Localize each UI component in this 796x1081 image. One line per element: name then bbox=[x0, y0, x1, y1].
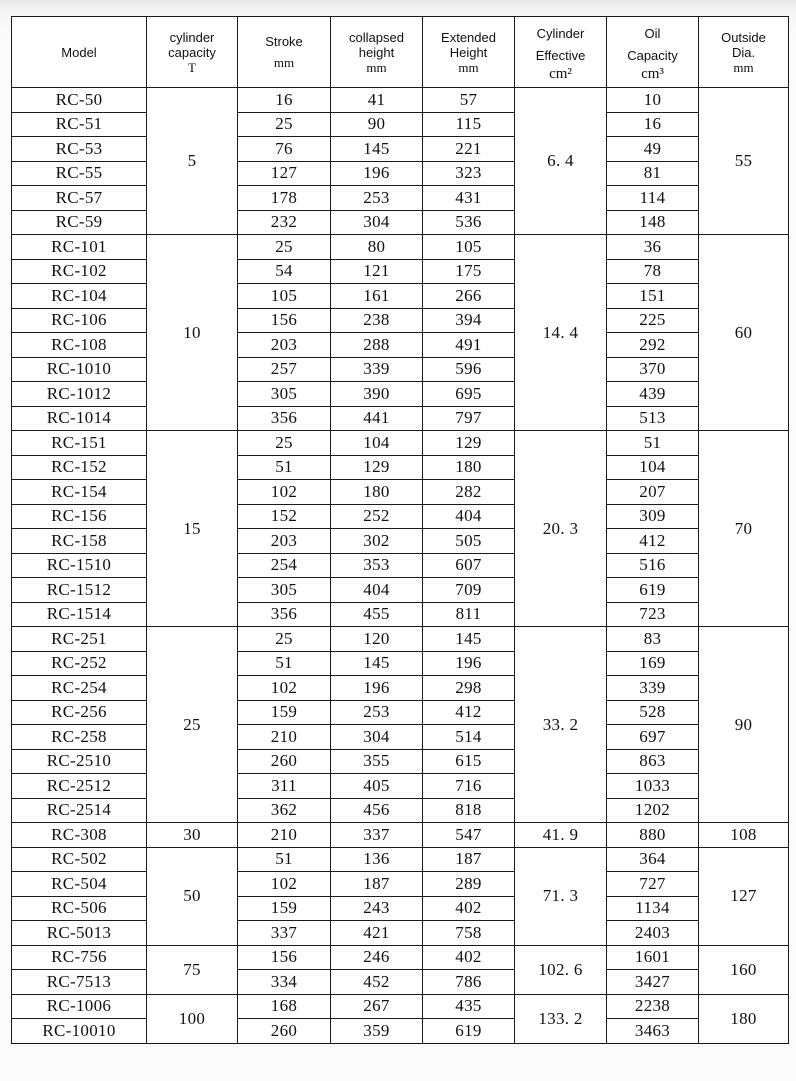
stroke-cell: 51 bbox=[238, 847, 331, 872]
outside-dia-cell: 70 bbox=[699, 431, 789, 627]
table-row bbox=[12, 700, 789, 725]
model-cell: RC-158 bbox=[12, 529, 147, 554]
oil-capacity-cell: 78 bbox=[607, 259, 699, 284]
extended-height-cell: 298 bbox=[423, 676, 515, 701]
model-cell: RC-1010 bbox=[12, 357, 147, 382]
table-row bbox=[12, 137, 789, 162]
capacity-cell: 75 bbox=[147, 945, 238, 994]
stroke-cell: 127 bbox=[238, 161, 331, 186]
model-cell: RC-151 bbox=[12, 431, 147, 456]
table-row bbox=[12, 333, 789, 358]
extended-height-cell: 105 bbox=[423, 235, 515, 260]
collapsed-height-cell: 187 bbox=[331, 872, 423, 897]
collapsed-height-cell: 452 bbox=[331, 970, 423, 995]
header-effective-label: Cylinder Effective bbox=[535, 25, 586, 63]
model-cell: RC-152 bbox=[12, 455, 147, 480]
stroke-cell: 260 bbox=[238, 749, 331, 774]
model-cell: RC-104 bbox=[12, 284, 147, 309]
model-cell: RC-1014 bbox=[12, 406, 147, 431]
collapsed-height-cell: 455 bbox=[331, 602, 423, 627]
extended-height-cell: 115 bbox=[423, 112, 515, 137]
stroke-cell: 159 bbox=[238, 896, 331, 921]
extended-height-cell: 536 bbox=[423, 210, 515, 235]
table-row bbox=[12, 676, 789, 701]
outside-dia-cell: 55 bbox=[699, 88, 789, 235]
extended-height-cell: 435 bbox=[423, 994, 515, 1019]
effective-area-cell: 14. 4 bbox=[515, 235, 607, 431]
cylinder-spec-table bbox=[11, 16, 789, 1044]
oil-capacity-cell: 863 bbox=[607, 749, 699, 774]
oil-capacity-cell: 880 bbox=[607, 823, 699, 848]
table-row bbox=[12, 725, 789, 750]
stroke-cell: 210 bbox=[238, 725, 331, 750]
oil-capacity-cell: 370 bbox=[607, 357, 699, 382]
extended-height-cell: 431 bbox=[423, 186, 515, 211]
oil-capacity-cell: 723 bbox=[607, 602, 699, 627]
stroke-cell: 305 bbox=[238, 382, 331, 407]
stroke-cell: 25 bbox=[238, 235, 331, 260]
header-collapsed-unit: mm bbox=[366, 59, 387, 75]
oil-capacity-cell: 516 bbox=[607, 553, 699, 578]
model-cell: RC-756 bbox=[12, 945, 147, 970]
effective-area-cell: 71. 3 bbox=[515, 847, 607, 945]
outside-dia-cell: 90 bbox=[699, 627, 789, 823]
extended-height-cell: 402 bbox=[423, 896, 515, 921]
stroke-cell: 25 bbox=[238, 431, 331, 456]
table-row bbox=[12, 921, 789, 946]
effective-area-cell: 33. 2 bbox=[515, 627, 607, 823]
effective-area-cell: 41. 9 bbox=[515, 823, 607, 848]
extended-height-cell: 404 bbox=[423, 504, 515, 529]
table-row bbox=[12, 602, 789, 627]
oil-capacity-cell: 169 bbox=[607, 651, 699, 676]
collapsed-height-cell: 145 bbox=[331, 137, 423, 162]
header-extended-unit: mm bbox=[458, 59, 479, 75]
stroke-cell: 311 bbox=[238, 774, 331, 799]
collapsed-height-cell: 196 bbox=[331, 676, 423, 701]
header-stroke-label: Stroke bbox=[265, 34, 303, 49]
collapsed-height-cell: 267 bbox=[331, 994, 423, 1019]
extended-height-cell: 695 bbox=[423, 382, 515, 407]
table-body bbox=[12, 88, 789, 1044]
collapsed-height-cell: 288 bbox=[331, 333, 423, 358]
model-cell: RC-106 bbox=[12, 308, 147, 333]
stroke-cell: 102 bbox=[238, 480, 331, 505]
collapsed-height-cell: 304 bbox=[331, 210, 423, 235]
model-cell: RC-504 bbox=[12, 872, 147, 897]
table-row bbox=[12, 553, 789, 578]
model-cell: RC-258 bbox=[12, 725, 147, 750]
stroke-cell: 210 bbox=[238, 823, 331, 848]
collapsed-height-cell: 238 bbox=[331, 308, 423, 333]
table-row bbox=[12, 970, 789, 995]
oil-capacity-cell: 439 bbox=[607, 382, 699, 407]
table-row bbox=[12, 308, 789, 333]
stroke-cell: 102 bbox=[238, 676, 331, 701]
extended-height-cell: 412 bbox=[423, 700, 515, 725]
header-stroke bbox=[238, 17, 331, 88]
collapsed-height-cell: 253 bbox=[331, 186, 423, 211]
stroke-cell: 25 bbox=[238, 627, 331, 652]
table-row bbox=[12, 578, 789, 603]
oil-capacity-cell: 2403 bbox=[607, 921, 699, 946]
header-extended-label: Extended Height bbox=[441, 29, 496, 60]
oil-capacity-cell: 339 bbox=[607, 676, 699, 701]
model-cell: RC-101 bbox=[12, 235, 147, 260]
oil-capacity-cell: 49 bbox=[607, 137, 699, 162]
model-cell: RC-5013 bbox=[12, 921, 147, 946]
table-row bbox=[12, 382, 789, 407]
collapsed-height-cell: 104 bbox=[331, 431, 423, 456]
collapsed-height-cell: 246 bbox=[331, 945, 423, 970]
model-cell: RC-251 bbox=[12, 627, 147, 652]
model-cell: RC-252 bbox=[12, 651, 147, 676]
capacity-cell: 10 bbox=[147, 235, 238, 431]
table-row bbox=[12, 88, 789, 113]
extended-height-cell: 491 bbox=[423, 333, 515, 358]
oil-capacity-cell: 1134 bbox=[607, 896, 699, 921]
model-cell: RC-1012 bbox=[12, 382, 147, 407]
stroke-cell: 54 bbox=[238, 259, 331, 284]
stroke-cell: 337 bbox=[238, 921, 331, 946]
stroke-cell: 156 bbox=[238, 945, 331, 970]
effective-area-cell: 102. 6 bbox=[515, 945, 607, 994]
header-effective bbox=[515, 17, 607, 88]
stroke-cell: 25 bbox=[238, 112, 331, 137]
stroke-cell: 232 bbox=[238, 210, 331, 235]
oil-capacity-cell: 148 bbox=[607, 210, 699, 235]
header-outside-dia-unit: mm bbox=[733, 59, 754, 75]
collapsed-height-cell: 120 bbox=[331, 627, 423, 652]
collapsed-height-cell: 252 bbox=[331, 504, 423, 529]
model-cell: RC-2514 bbox=[12, 798, 147, 823]
collapsed-height-cell: 302 bbox=[331, 529, 423, 554]
model-cell: RC-108 bbox=[12, 333, 147, 358]
header-extended bbox=[423, 17, 515, 88]
collapsed-height-cell: 441 bbox=[331, 406, 423, 431]
oil-capacity-cell: 10 bbox=[607, 88, 699, 113]
oil-capacity-cell: 1601 bbox=[607, 945, 699, 970]
table-row bbox=[12, 455, 789, 480]
model-cell: RC-1510 bbox=[12, 553, 147, 578]
model-cell: RC-51 bbox=[12, 112, 147, 137]
outside-dia-cell: 180 bbox=[699, 994, 789, 1043]
oil-capacity-cell: 3463 bbox=[607, 1019, 699, 1044]
capacity-cell: 100 bbox=[147, 994, 238, 1043]
oil-capacity-cell: 114 bbox=[607, 186, 699, 211]
oil-capacity-cell: 697 bbox=[607, 725, 699, 750]
model-cell: RC-156 bbox=[12, 504, 147, 529]
header-effective-unit: cm² bbox=[549, 65, 572, 82]
collapsed-height-cell: 353 bbox=[331, 553, 423, 578]
stroke-cell: 178 bbox=[238, 186, 331, 211]
oil-capacity-cell: 207 bbox=[607, 480, 699, 505]
collapsed-height-cell: 136 bbox=[331, 847, 423, 872]
header-model-label: Model bbox=[61, 44, 97, 60]
model-cell: RC-10010 bbox=[12, 1019, 147, 1044]
oil-capacity-cell: 619 bbox=[607, 578, 699, 603]
extended-height-cell: 619 bbox=[423, 1019, 515, 1044]
collapsed-height-cell: 145 bbox=[331, 651, 423, 676]
model-cell: RC-57 bbox=[12, 186, 147, 211]
extended-height-cell: 709 bbox=[423, 578, 515, 603]
stroke-cell: 51 bbox=[238, 651, 331, 676]
model-cell: RC-154 bbox=[12, 480, 147, 505]
header-capacity-label: cylinder capacity bbox=[168, 29, 216, 60]
model-cell: RC-308 bbox=[12, 823, 147, 848]
table-row bbox=[12, 872, 789, 897]
table-row bbox=[12, 896, 789, 921]
table-row bbox=[12, 749, 789, 774]
collapsed-height-cell: 404 bbox=[331, 578, 423, 603]
extended-height-cell: 394 bbox=[423, 308, 515, 333]
stroke-cell: 260 bbox=[238, 1019, 331, 1044]
extended-height-cell: 129 bbox=[423, 431, 515, 456]
oil-capacity-cell: 1202 bbox=[607, 798, 699, 823]
stroke-cell: 16 bbox=[238, 88, 331, 113]
oil-capacity-cell: 51 bbox=[607, 431, 699, 456]
table-row bbox=[12, 994, 789, 1019]
outside-dia-cell: 60 bbox=[699, 235, 789, 431]
extended-height-cell: 505 bbox=[423, 529, 515, 554]
extended-height-cell: 615 bbox=[423, 749, 515, 774]
extended-height-cell: 786 bbox=[423, 970, 515, 995]
extended-height-cell: 514 bbox=[423, 725, 515, 750]
table-row bbox=[12, 431, 789, 456]
oil-capacity-cell: 83 bbox=[607, 627, 699, 652]
model-cell: RC-1514 bbox=[12, 602, 147, 627]
table-row bbox=[12, 627, 789, 652]
oil-capacity-cell: 16 bbox=[607, 112, 699, 137]
model-cell: RC-1006 bbox=[12, 994, 147, 1019]
outside-dia-cell: 127 bbox=[699, 847, 789, 945]
stroke-cell: 362 bbox=[238, 798, 331, 823]
capacity-cell: 15 bbox=[147, 431, 238, 627]
oil-capacity-cell: 2238 bbox=[607, 994, 699, 1019]
collapsed-height-cell: 390 bbox=[331, 382, 423, 407]
effective-area-cell: 133. 2 bbox=[515, 994, 607, 1043]
collapsed-height-cell: 456 bbox=[331, 798, 423, 823]
effective-area-cell: 6. 4 bbox=[515, 88, 607, 235]
stroke-cell: 334 bbox=[238, 970, 331, 995]
oil-capacity-cell: 151 bbox=[607, 284, 699, 309]
table-row bbox=[12, 284, 789, 309]
extended-height-cell: 187 bbox=[423, 847, 515, 872]
header-model bbox=[12, 17, 147, 88]
oil-capacity-cell: 412 bbox=[607, 529, 699, 554]
model-cell: RC-50 bbox=[12, 88, 147, 113]
extended-height-cell: 175 bbox=[423, 259, 515, 284]
collapsed-height-cell: 359 bbox=[331, 1019, 423, 1044]
model-cell: RC-53 bbox=[12, 137, 147, 162]
table-row bbox=[12, 235, 789, 260]
oil-capacity-cell: 364 bbox=[607, 847, 699, 872]
extended-height-cell: 221 bbox=[423, 137, 515, 162]
collapsed-height-cell: 161 bbox=[331, 284, 423, 309]
oil-capacity-cell: 528 bbox=[607, 700, 699, 725]
oil-capacity-cell: 727 bbox=[607, 872, 699, 897]
header-outside-dia bbox=[699, 17, 789, 88]
table-row bbox=[12, 945, 789, 970]
model-cell: RC-2510 bbox=[12, 749, 147, 774]
collapsed-height-cell: 180 bbox=[331, 480, 423, 505]
header-stroke-unit: mm bbox=[273, 55, 295, 70]
model-cell: RC-254 bbox=[12, 676, 147, 701]
collapsed-height-cell: 80 bbox=[331, 235, 423, 260]
header-oil-label: Oil Capacity bbox=[627, 25, 678, 63]
table-row bbox=[12, 823, 789, 848]
model-cell: RC-1512 bbox=[12, 578, 147, 603]
extended-height-cell: 716 bbox=[423, 774, 515, 799]
table-row bbox=[12, 480, 789, 505]
collapsed-height-cell: 304 bbox=[331, 725, 423, 750]
extended-height-cell: 818 bbox=[423, 798, 515, 823]
collapsed-height-cell: 405 bbox=[331, 774, 423, 799]
collapsed-height-cell: 337 bbox=[331, 823, 423, 848]
oil-capacity-cell: 3427 bbox=[607, 970, 699, 995]
oil-capacity-cell: 1033 bbox=[607, 774, 699, 799]
stroke-cell: 254 bbox=[238, 553, 331, 578]
stroke-cell: 76 bbox=[238, 137, 331, 162]
stroke-cell: 203 bbox=[238, 529, 331, 554]
extended-height-cell: 289 bbox=[423, 872, 515, 897]
model-cell: RC-7513 bbox=[12, 970, 147, 995]
collapsed-height-cell: 355 bbox=[331, 749, 423, 774]
extended-height-cell: 145 bbox=[423, 627, 515, 652]
header-collapsed bbox=[331, 17, 423, 88]
extended-height-cell: 57 bbox=[423, 88, 515, 113]
collapsed-height-cell: 121 bbox=[331, 259, 423, 284]
extended-height-cell: 266 bbox=[423, 284, 515, 309]
extended-height-cell: 196 bbox=[423, 651, 515, 676]
stroke-cell: 159 bbox=[238, 700, 331, 725]
table-row bbox=[12, 1019, 789, 1044]
capacity-cell: 5 bbox=[147, 88, 238, 235]
collapsed-height-cell: 129 bbox=[331, 455, 423, 480]
table-row bbox=[12, 210, 789, 235]
model-cell: RC-2512 bbox=[12, 774, 147, 799]
stroke-cell: 257 bbox=[238, 357, 331, 382]
table-row bbox=[12, 847, 789, 872]
model-cell: RC-55 bbox=[12, 161, 147, 186]
collapsed-height-cell: 421 bbox=[331, 921, 423, 946]
model-cell: RC-102 bbox=[12, 259, 147, 284]
stroke-cell: 105 bbox=[238, 284, 331, 309]
table-row bbox=[12, 774, 789, 799]
collapsed-height-cell: 339 bbox=[331, 357, 423, 382]
stroke-cell: 168 bbox=[238, 994, 331, 1019]
extended-height-cell: 797 bbox=[423, 406, 515, 431]
header-outside-dia-label: Outside Dia. bbox=[721, 29, 766, 60]
table-row bbox=[12, 651, 789, 676]
header-oil-unit: cm³ bbox=[641, 65, 664, 82]
table-row bbox=[12, 406, 789, 431]
stroke-cell: 51 bbox=[238, 455, 331, 480]
table-row bbox=[12, 529, 789, 554]
stroke-cell: 203 bbox=[238, 333, 331, 358]
model-cell: RC-59 bbox=[12, 210, 147, 235]
oil-capacity-cell: 513 bbox=[607, 406, 699, 431]
table-row bbox=[12, 357, 789, 382]
outside-dia-cell: 108 bbox=[699, 823, 789, 848]
table-row bbox=[12, 161, 789, 186]
stroke-cell: 152 bbox=[238, 504, 331, 529]
table-row bbox=[12, 186, 789, 211]
extended-height-cell: 282 bbox=[423, 480, 515, 505]
extended-height-cell: 758 bbox=[423, 921, 515, 946]
oil-capacity-cell: 309 bbox=[607, 504, 699, 529]
extended-height-cell: 547 bbox=[423, 823, 515, 848]
collapsed-height-cell: 196 bbox=[331, 161, 423, 186]
stroke-cell: 356 bbox=[238, 406, 331, 431]
effective-area-cell: 20. 3 bbox=[515, 431, 607, 627]
stroke-cell: 156 bbox=[238, 308, 331, 333]
header-capacity-unit: T bbox=[188, 59, 196, 75]
extended-height-cell: 180 bbox=[423, 455, 515, 480]
model-cell: RC-502 bbox=[12, 847, 147, 872]
oil-capacity-cell: 36 bbox=[607, 235, 699, 260]
extended-height-cell: 811 bbox=[423, 602, 515, 627]
capacity-cell: 50 bbox=[147, 847, 238, 945]
stroke-cell: 356 bbox=[238, 602, 331, 627]
collapsed-height-cell: 243 bbox=[331, 896, 423, 921]
extended-height-cell: 607 bbox=[423, 553, 515, 578]
oil-capacity-cell: 292 bbox=[607, 333, 699, 358]
outside-dia-cell: 160 bbox=[699, 945, 789, 994]
header-row bbox=[12, 17, 789, 88]
table-row bbox=[12, 504, 789, 529]
collapsed-height-cell: 41 bbox=[331, 88, 423, 113]
table-row bbox=[12, 798, 789, 823]
stroke-cell: 102 bbox=[238, 872, 331, 897]
oil-capacity-cell: 81 bbox=[607, 161, 699, 186]
oil-capacity-cell: 225 bbox=[607, 308, 699, 333]
extended-height-cell: 323 bbox=[423, 161, 515, 186]
collapsed-height-cell: 90 bbox=[331, 112, 423, 137]
oil-capacity-cell: 104 bbox=[607, 455, 699, 480]
extended-height-cell: 596 bbox=[423, 357, 515, 382]
collapsed-height-cell: 253 bbox=[331, 700, 423, 725]
header-capacity bbox=[147, 17, 238, 88]
table-row bbox=[12, 259, 789, 284]
capacity-cell: 25 bbox=[147, 627, 238, 823]
model-cell: RC-256 bbox=[12, 700, 147, 725]
model-cell: RC-506 bbox=[12, 896, 147, 921]
stroke-cell: 305 bbox=[238, 578, 331, 603]
table-row bbox=[12, 112, 789, 137]
header-collapsed-label: collapsed height bbox=[349, 29, 404, 60]
capacity-cell: 30 bbox=[147, 823, 238, 848]
extended-height-cell: 402 bbox=[423, 945, 515, 970]
header-oil bbox=[607, 17, 699, 88]
